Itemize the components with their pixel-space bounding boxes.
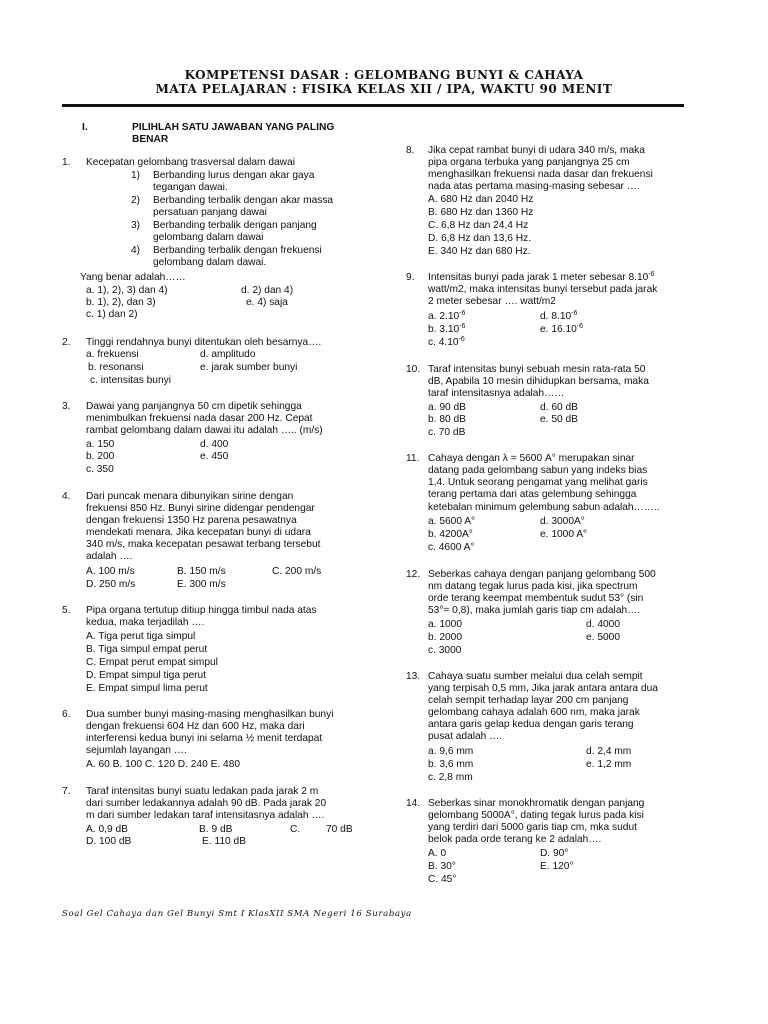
answer-option: C. [290,824,301,835]
question-line: Pipa organa tertutup ditiup hingga timbul nada atas [86,605,317,616]
answer-option: e. 5000 [586,632,620,643]
option-text: e. 16.10 [540,324,577,335]
answer-option [428,324,465,336]
question-number: 13. [406,671,421,682]
answer-option: e. 1000 A° [540,529,588,540]
header-subtitle: MATA PELAJARAN : FISIKA KELAS XII / IPA, WAKTU 90 MENIT [155,82,613,96]
option-text: a. 2.10 [428,311,460,322]
question-line: orde terang keempat membentuk sudut 53° (sin [428,593,644,604]
answer-option: c. intensitas bunyi [90,375,171,386]
answer-option [428,337,465,349]
question-line: dari sumber ledakannya adalah 90 dB. Pada jarak 20 [86,798,327,809]
answer-option: b. 200 [86,451,115,462]
question-number: 7. [62,786,71,797]
question-line: yang terdiri dari 5000 garis tiap cm, mka sudut [428,822,637,833]
question-line: dengan frekuensi 604 Hz dan 600 Hz, maka dari [86,721,305,732]
answer-option: E. 300 m/s [177,579,226,590]
answer-option: D. Empat simpul tiga perut [86,670,207,681]
question-line [428,272,655,284]
answer-option: e. 450 [200,451,229,462]
answer-option: b. 80 dB [428,414,466,425]
list-item: Berbanding terbalik dengan akar massa [153,195,334,206]
list-item-num: 3) [131,220,141,231]
answer-option: D. 6,8 Hz dan 13,6 Hz. [428,233,532,244]
question-line: dB, Apabila 10 mesin dihidupkan bersama, maka [428,376,649,387]
answer-option: A. 0 [428,848,447,859]
superscript: -6 [648,271,655,278]
question-line: Taraf intensitas bunyi suatu ledakan pada jarak 2 m [86,786,319,797]
answer-option: B. Tiga simpul empat perut [86,644,208,655]
question-line: ketebalan minimum gelembung sabun adalah…….. [428,502,660,513]
question-line: Dua sumber bunyi masing-masing menghasilkan bunyi [86,709,334,720]
answer-option: b. 1), 2), dan 3) [86,297,156,308]
list-item: Berbanding terbalik dengan frekuensi [153,245,322,256]
answer-option: c. 70 dB [428,427,466,438]
question-line: datang pada gelombang sabun yang indeks bias [428,465,648,476]
question-line: menimbulkan frekuensi nada dasar 200 Hz. Cepat [86,413,313,424]
answer-option: e. 50 dB [540,414,578,425]
answer-option: D. 100 dB [86,836,132,847]
question-number: 9. [406,272,415,283]
question-line: mendekati menara. Jika kecepatan bunyi di udara [86,527,311,538]
list-item: persatuan panjang dawai [153,207,267,218]
list-item: Berbanding lurus dengan akar gaya [153,170,315,181]
answer-option: c. 4600 A° [428,542,475,553]
question-line: Taraf intensitas bunyi sebuah mesin rata-rata 50 [428,364,646,375]
answer-option: C. Empat perut empat simpul [86,657,218,668]
question-line: dengan frekuensi 1350 Hz parena pesawatnya [86,515,297,526]
question-line: terang pertama dari atas gelembung sehingga [428,489,637,500]
answer-option: A. 100 m/s [86,566,135,577]
question-line: yang terpisah 0,5 mm, Jika jarak antara antara dua [428,683,658,694]
answer-option [540,324,583,336]
question-line: m dari sumber ledakan taraf intensitasnya adalah …. [86,810,325,821]
question-tail: Yang benar adalah…… [80,272,186,283]
section-number: I. [82,122,88,133]
question-number: 1. [62,157,71,168]
page-footer: Soal Gel Cahaya dan Gel Bunyi Smt I KlasXII SMA Negeri 16 Surabaya [62,909,412,919]
answer-option: B. 150 m/s [177,566,226,577]
question-line: antara garis gelap kedua dengan garis terang [428,719,634,730]
answer-option: D. 90° [540,848,569,859]
question-line: rambat gelombang dalam dawai itu adalah ….. (m/s) [86,425,323,436]
answer-option: A. 60 B. 100 C. 120 D. 240 E. 480 [86,759,241,770]
answer-option [540,311,577,323]
header-title: KOMPETENSI DASAR : GELOMBANG BUNYI & CAHAYA [184,68,584,82]
right-column [406,118,696,898]
answer-option [428,311,465,323]
answer-option: b. 4200A° [428,529,473,540]
question-line: frekuensi 850 Hz. Bunyi sirine didengar pendengar [86,503,315,514]
superscript: -6 [576,323,584,330]
question-line: 2 meter sebesar …. watt/m2 [428,296,556,307]
question-number: 2. [62,337,71,348]
answer-option: a. 90 dB [428,402,466,413]
answer-option: d. 3000A° [540,516,585,527]
answer-option: A. 680 Hz dan 2040 Hz [428,194,534,205]
answer-option: b. 3,6 mm [428,759,474,770]
answer-option: a. 1000 [428,619,462,630]
question-line: Cahaya dengan λ = 5600 A° merupakan sinar [428,453,635,464]
answer-option: a. frekuensi [86,349,139,360]
answer-option: D. 250 m/s [86,579,136,590]
answer-option: 70 dB [326,824,353,835]
question-line: belok pada orde terang ke 2 adalah…. [428,834,602,845]
answer-option: B. 9 dB [199,824,233,835]
answer-option: E. Empat simpul lima perut [86,683,208,694]
answer-option: e. 4) saja [246,297,288,308]
question-line: Seberkas sinar monokhromatik dengan panjang [428,798,645,809]
answer-option: C. 200 m/s [272,566,322,577]
question-number: 12. [406,569,421,580]
answer-option: B. 680 Hz dan 1360 Hz [428,207,534,218]
list-item: gelombang dalam dawai. [153,257,267,268]
list-item: tegangan dawai. [153,182,228,193]
question-stem: Kecepatan gelombang trasversal dalam dawai [86,157,295,168]
question-number: 14. [406,798,421,809]
answer-option: B. 30° [428,861,456,872]
answer-option: b. resonansi [88,362,144,373]
answer-option: E. 340 Hz dan 680 Hz. [428,246,531,257]
question-number: 8. [406,145,415,156]
answer-option: E. 120° [540,861,574,872]
question-line: pusat adalah …. [428,731,503,742]
answer-option: c. 3000 [428,645,462,656]
answer-option: d. 60 dB [540,402,578,413]
answer-option: C. 45° [428,874,457,885]
list-item-num: 4) [131,245,141,256]
answer-option: d. 400 [200,439,229,450]
question-line: Seberkas cahaya dengan panjang gelombang 500 [428,569,656,580]
answer-option: a. 9,6 mm [428,746,474,757]
question-line: taraf intensitasnya adalah…… [428,388,565,399]
answer-option: C. 6,8 Hz dan 24,4 Hz [428,220,529,231]
superscript: -6 [571,310,578,317]
answer-option: c. 2,8 mm [428,772,473,783]
answer-option: a. 1), 2), 3) dan 4) [86,285,168,296]
question-number: 10. [406,364,421,375]
question-line: nada atas pertama masing-masing sebesar …. [428,181,640,192]
answer-option: e. 1,2 mm [586,759,632,770]
superscript: -6 [458,336,465,343]
question-number: 11. [406,453,420,464]
list-item-num: 1) [131,170,141,181]
question-line: menghasilkan frekuensi nada dasar dan frekuensi [428,169,653,180]
question-line: celah sempit terhadap layar 200 cm panjang [428,695,629,706]
question-line: watt/m2, maka intensitas bunyi tersebut pada jarak [428,284,658,295]
answer-option: a. 150 [86,439,115,450]
answer-option: A. 0,9 dB [86,824,128,835]
answer-option: A. Tiga perut tiga simpul [86,631,196,642]
answer-option: e. jarak sumber bunyi [200,362,298,373]
question-line: Jika cepat rambat bunyi di udara 340 m/s, maka [428,145,645,156]
section-title-2: BENAR [132,134,169,145]
answer-option: c. 350 [86,464,114,475]
answer-option: c. 1) dan 2) [86,309,138,320]
answer-option: E. 110 dB [202,836,246,847]
question-line: pipa organa terbuka yang panjangnya 25 cm [428,157,630,168]
option-text: b. 3.10 [428,324,460,335]
question-number: 5. [62,605,71,616]
answer-option: d. amplitudo [200,349,256,360]
question-line: interferensi kedua bunyi ini selama ½ menit terdapat [86,733,323,744]
left-column [62,118,362,898]
list-item: Berbanding terbalik dengan panjang [153,220,317,231]
list-item-num: 2) [131,195,141,206]
question-number: 3. [62,401,71,412]
question-line: gelombang cahaya adalah 600 nm, maka jarak [428,707,640,718]
answer-option: d. 2) dan 4) [241,285,294,296]
question-line: 53°= 0,8), maka jumlah garis tiap cm adalah…. [428,605,641,616]
question-line: gelombang 5000A°, dating tegak lurus pada kisi [428,810,644,821]
question-text: Intensitas bunyi pada jarak 1 meter sebesar 8.10 [428,272,649,283]
header-divider [62,104,684,107]
question-line: kedua, maka terjadilah …. [86,617,205,628]
question-line: 1,4. Untuk seorang pengamat yang melihat garis [428,477,648,488]
question-line: sejumlah layangan …. [86,745,187,756]
superscript: -6 [459,323,466,330]
question-number: 4. [62,491,71,502]
answer-option: a. 5600 A° [428,516,476,527]
question-line: Cahaya suatu sumber melalui dua celah sempit [428,671,643,682]
question-line: Dari puncak menara dibunyikan sirine dengan [86,491,294,502]
answer-option: d. 2,4 mm [586,746,632,757]
answer-option: d. 4000 [586,619,620,630]
question-line: adalah …. [86,551,133,562]
question-line: nm datang tegak lurus pada kisi, jika spectrum [428,581,638,592]
option-text: d. 8.10 [540,311,572,322]
question-line: 340 m/s, maka kecepatan pesawat terbang tersebut [86,539,321,550]
question-line: Dawai yang panjangnya 50 cm dipetik sehingga [86,401,302,412]
option-text: c. 4.10 [428,337,459,348]
list-item: gelombang dalam dawai [153,232,264,243]
question-number: 6. [62,709,71,720]
answer-option: b. 2000 [428,632,462,643]
question-stem: Tinggi rendahnya bunyi ditentukan oleh besarnya…. [86,337,322,348]
section-title: PILIHLAH SATU JAWABAN YANG PALING [132,122,335,133]
superscript: -6 [459,310,466,317]
